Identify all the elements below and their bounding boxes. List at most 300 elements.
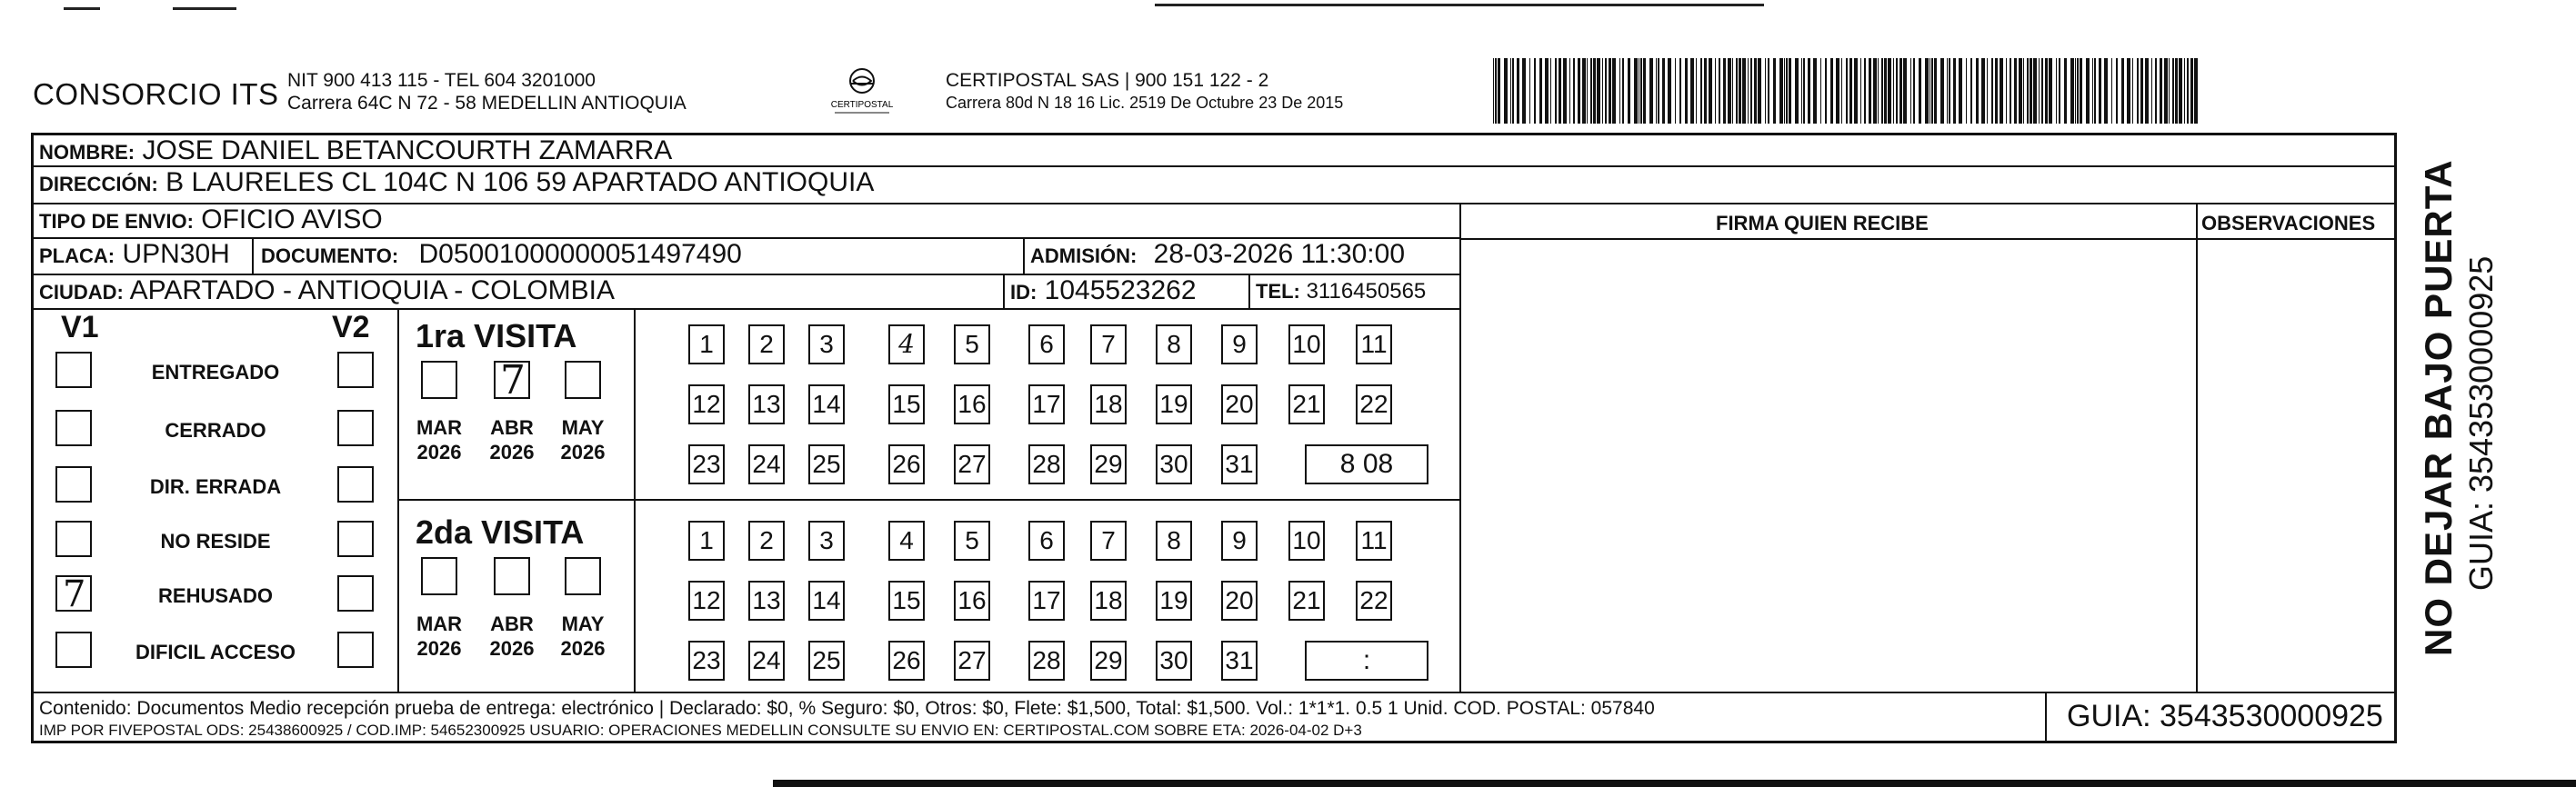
visit2-day-box[interactable]: 28 bbox=[1028, 641, 1065, 681]
barcode-bar bbox=[2000, 58, 2003, 124]
documento-label: DOCUMENTO: bbox=[261, 244, 399, 267]
barcode-bar bbox=[2006, 58, 2007, 124]
barcode-bar bbox=[1995, 58, 1998, 124]
barcode-bar bbox=[1786, 58, 1788, 124]
barcode-bar bbox=[1825, 58, 1827, 124]
visit2-day-box[interactable]: 12 bbox=[688, 581, 725, 621]
placa-value: UPN30H bbox=[122, 239, 230, 269]
barcode-bar bbox=[2064, 58, 2067, 124]
carrier-license: Carrera 80d N 18 16 Lic. 2519 De Octubre 23 De 2015 bbox=[946, 94, 1344, 112]
barcode-bar bbox=[1884, 58, 1887, 124]
visit2-day-box[interactable]: 1 bbox=[688, 521, 725, 561]
visit1-day-box[interactable]: 24 bbox=[748, 444, 785, 484]
barcode-bar bbox=[1881, 58, 1883, 124]
barcode-bar bbox=[1934, 58, 1937, 124]
barcode-bar bbox=[1609, 58, 1611, 124]
visit1-day-box[interactable]: 5 bbox=[954, 324, 990, 364]
visit2-time-box[interactable]: : bbox=[1305, 641, 1428, 681]
barcode-bar bbox=[1529, 58, 1530, 124]
admision-row bbox=[1030, 239, 1405, 270]
barcode-bar bbox=[1493, 58, 1494, 124]
visit1-month-label: MAY 2026 bbox=[560, 416, 606, 463]
barcode-bar bbox=[1860, 58, 1861, 124]
barcode-bar bbox=[2045, 58, 2048, 124]
barcode-bar bbox=[1893, 58, 1894, 124]
barcode-bar bbox=[1949, 58, 1950, 124]
v2-checkbox[interactable] bbox=[337, 410, 374, 446]
barcode-bar bbox=[1739, 58, 1741, 124]
id-value: 1045523262 bbox=[1044, 275, 1197, 305]
admision-value: 28-03-2026 11:30:00 bbox=[1153, 239, 1406, 269]
barcode-bar bbox=[1619, 58, 1620, 124]
visit2-day-box[interactable]: 19 bbox=[1156, 581, 1192, 621]
visit2-day-box[interactable]: 24 bbox=[748, 641, 785, 681]
visit1-day-box[interactable]: 13 bbox=[748, 384, 785, 424]
placa-label: PLACA: bbox=[39, 244, 115, 267]
visit2-month-checkbox[interactable] bbox=[565, 557, 601, 595]
barcode-bar bbox=[1612, 58, 1616, 124]
barcode-bar bbox=[1522, 58, 1526, 124]
barcode-bar bbox=[1970, 58, 1972, 124]
barcode-bar bbox=[1498, 58, 1500, 124]
observaciones-header: OBSERVACIONES bbox=[2201, 212, 2376, 234]
barcode-bar bbox=[2160, 58, 2162, 124]
barcode-bar bbox=[1742, 58, 1746, 124]
barcode-bar bbox=[1704, 58, 1707, 124]
scan-line bbox=[1155, 4, 1764, 6]
barcode-bar bbox=[1931, 58, 1933, 124]
visit1-day-box[interactable]: 4 bbox=[888, 324, 925, 364]
visit2-day-box[interactable]: 21 bbox=[1288, 581, 1325, 621]
barcode-bar bbox=[1593, 58, 1596, 124]
placa-row bbox=[39, 239, 230, 270]
visit1-month-checkbox[interactable] bbox=[565, 361, 601, 399]
visit1-day-box[interactable]: 26 bbox=[888, 444, 925, 484]
visit2-day-box[interactable]: 22 bbox=[1356, 581, 1392, 621]
footer-content: Contenido: Documentos Medio recepción prueba de entrega: electrónico | Declarado: $0, % Seguro: $0, Otros: $0, Flete: $1,500, Total: $1,500. Vol.: 1*1*1. 0.5 1 Unid. COD. POSTAL: 057840 bbox=[39, 698, 1655, 719]
barcode-bar bbox=[1953, 58, 1956, 124]
company-address: Carrera 64C N 72 - 58 MEDELLIN ANTIOQUIA bbox=[287, 93, 687, 114]
status-label: DIR. ERRADA bbox=[149, 475, 282, 498]
barcode-bar bbox=[1587, 58, 1588, 124]
barcode-bar bbox=[1878, 58, 1879, 124]
visit1-day-box[interactable]: 20 bbox=[1221, 384, 1258, 424]
barcode-bar bbox=[1512, 58, 1514, 124]
visit1-month-checkbox[interactable] bbox=[421, 361, 457, 399]
v1-checkbox[interactable] bbox=[55, 410, 92, 446]
visit1-day-box[interactable]: 15 bbox=[888, 384, 925, 424]
barcode-bar bbox=[1656, 58, 1657, 124]
visit2-day-box[interactable]: 31 bbox=[1221, 641, 1258, 681]
visit2-month-checkbox[interactable] bbox=[494, 557, 530, 595]
footer-print-info: IMP POR FIVEPOSTAL ODS: 25438600925 / COD.IMP: 54652300925 USUARIO: OPERACIONES MEDELLIN CONSULTE SU ENVIO EN: CERTIPOSTAL.COM SOBRE ETA: 2026-04-02 D+3 bbox=[39, 722, 1362, 739]
visit1-day-box[interactable]: 11 bbox=[1356, 324, 1392, 364]
visit2-day-box[interactable]: 16 bbox=[954, 581, 990, 621]
visit1-day-box[interactable]: 22 bbox=[1356, 384, 1392, 424]
barcode-bar bbox=[1981, 58, 1985, 124]
tel-value: 3116450565 bbox=[1306, 279, 1427, 304]
barcode-bar bbox=[2094, 58, 2096, 124]
barcode-bar bbox=[1517, 58, 1519, 124]
barcode-bar bbox=[1563, 58, 1567, 124]
status-label: ENTREGADO bbox=[151, 361, 280, 384]
status-label: REHUSADO bbox=[158, 584, 273, 607]
visit2-month-checkbox[interactable] bbox=[421, 557, 457, 595]
visit2-day-box[interactable]: 4 bbox=[888, 521, 925, 561]
visit2-day-box[interactable]: 5 bbox=[954, 521, 990, 561]
tel-label: TEL: bbox=[1256, 280, 1300, 303]
barcode-bar bbox=[1700, 58, 1702, 124]
visit1-day-box[interactable]: 8 bbox=[1156, 324, 1192, 364]
visit2-day-box[interactable]: 25 bbox=[808, 641, 845, 681]
v1-checkbox[interactable] bbox=[55, 352, 92, 388]
visit1-month-checkbox[interactable] bbox=[494, 361, 530, 399]
carrier-nit: CERTIPOSTAL SAS | 900 151 122 - 2 bbox=[946, 70, 1269, 91]
visit2-day-box[interactable]: 2 bbox=[748, 521, 785, 561]
logo-text: CERTIPOSTAL bbox=[830, 100, 894, 110]
visit1-day-box[interactable]: 7 bbox=[1090, 324, 1127, 364]
barcode-bar bbox=[1991, 58, 1993, 124]
barcode-bar bbox=[2033, 58, 2037, 124]
barcode-bar bbox=[1495, 58, 1497, 124]
side-guia: GUIA: 3543530000925 bbox=[2462, 255, 2500, 591]
barcode-bar bbox=[1966, 58, 1967, 124]
barcode-bar bbox=[1947, 58, 1948, 124]
barcode-bar bbox=[1668, 58, 1671, 124]
barcode-bar bbox=[1597, 58, 1600, 124]
id-row bbox=[1010, 275, 1197, 306]
barcode-bar bbox=[1808, 58, 1810, 124]
visit2-month-label: MAY 2026 bbox=[560, 613, 606, 660]
barcode-bar bbox=[2086, 58, 2090, 124]
recipient-address: B LAURELES CL 104C N 106 59 APARTADO ANTIOQUIA bbox=[165, 167, 875, 197]
barcode-bar bbox=[2070, 58, 2074, 124]
barcode-bar bbox=[1768, 58, 1769, 124]
visit2-day-box[interactable]: 30 bbox=[1156, 641, 1192, 681]
barcode-bar bbox=[1658, 58, 1659, 124]
v1-checkbox[interactable] bbox=[55, 575, 92, 612]
barcode-bar bbox=[2041, 58, 2043, 124]
visit2-day-box[interactable]: 26 bbox=[888, 641, 925, 681]
barcode-bar bbox=[1685, 58, 1688, 124]
barcode-bar bbox=[1643, 58, 1646, 124]
barcode-bar bbox=[1896, 58, 1898, 124]
address-row bbox=[39, 167, 874, 198]
scan-line bbox=[773, 780, 2576, 787]
barcode-bar bbox=[2132, 58, 2133, 124]
barcode-bar bbox=[1846, 58, 1848, 124]
visit1-day-box[interactable]: 9 bbox=[1221, 324, 1258, 364]
scan-line bbox=[64, 7, 100, 10]
visit1-month-label: MAR 2026 bbox=[416, 416, 463, 463]
barcode-bar bbox=[1640, 58, 1642, 124]
delivery-form bbox=[31, 133, 2397, 743]
barcode-bar bbox=[1748, 58, 1749, 124]
barcode-bar bbox=[1679, 58, 1681, 124]
visit2-day-box[interactable]: 14 bbox=[808, 581, 845, 621]
barcode-bar bbox=[1913, 58, 1915, 124]
barcode-bar bbox=[1696, 58, 1697, 124]
barcode-bar bbox=[1539, 58, 1542, 124]
barcode-bar bbox=[1719, 58, 1720, 124]
barcode-bar bbox=[1510, 58, 1511, 124]
barcode-bar bbox=[2151, 58, 2152, 124]
visit1-day-box[interactable]: 23 bbox=[688, 444, 725, 484]
barcode-bar bbox=[1773, 58, 1776, 124]
visit1-time-box[interactable]: 8 08 bbox=[1305, 444, 1428, 484]
barcode-bar bbox=[1605, 58, 1607, 124]
barcode-bar bbox=[1634, 58, 1638, 124]
status-label: NO RESIDE bbox=[160, 530, 271, 553]
barcode-bar bbox=[1854, 58, 1858, 124]
visit1-month-label: ABR 2026 bbox=[489, 416, 535, 463]
barcode-bar bbox=[2137, 58, 2139, 124]
barcode-bar bbox=[1765, 58, 1766, 124]
barcode-bar bbox=[1590, 58, 1592, 124]
barcode-bar bbox=[1578, 58, 1580, 124]
barcode-bar bbox=[1550, 58, 1551, 124]
ciudad-label: CIUDAD: bbox=[39, 281, 124, 304]
barcode-bar bbox=[2121, 58, 2124, 124]
visit1-day-box[interactable]: 3 bbox=[808, 324, 845, 364]
barcode-bar bbox=[1582, 58, 1586, 124]
v2-checkbox[interactable] bbox=[337, 352, 374, 388]
barcode-bar bbox=[1569, 58, 1570, 124]
barcode-bar bbox=[2127, 58, 2130, 124]
barcode-bar bbox=[1754, 58, 1757, 124]
barcode-bar bbox=[2140, 58, 2143, 124]
barcode-bar bbox=[2169, 58, 2170, 124]
tipo-row bbox=[39, 204, 383, 235]
barcode-bar bbox=[1813, 58, 1817, 124]
barcode-bar bbox=[1758, 58, 1761, 124]
barcode-bar bbox=[1784, 58, 1785, 124]
barcode-bar bbox=[2027, 58, 2029, 124]
visit1-day-box[interactable]: 6 bbox=[1028, 324, 1065, 364]
barcode-bar bbox=[1929, 58, 1930, 124]
visit1-day-box[interactable]: 25 bbox=[808, 444, 845, 484]
barcode-bar bbox=[1628, 58, 1630, 124]
footer-guia: GUIA: 3543530000925 bbox=[2067, 699, 2383, 733]
address-label: DIRECCIÓN: bbox=[39, 173, 158, 195]
v1-checkbox[interactable] bbox=[55, 632, 92, 668]
visit2-month-label: MAR 2026 bbox=[416, 613, 463, 660]
barcode-bar bbox=[1849, 58, 1852, 124]
v2-checkbox[interactable] bbox=[337, 466, 374, 503]
barcode-bar bbox=[1925, 58, 1929, 124]
admision-label: ADMISIÓN: bbox=[1030, 244, 1138, 267]
visit1-day-box[interactable]: 21 bbox=[1288, 384, 1325, 424]
company-info bbox=[287, 69, 687, 115]
barcode-bar bbox=[1675, 58, 1676, 124]
barcode-bar bbox=[1690, 58, 1694, 124]
barcode-bar bbox=[2145, 58, 2149, 124]
visit2-day-box[interactable]: 23 bbox=[688, 641, 725, 681]
visit2-day-box[interactable]: 9 bbox=[1221, 521, 1258, 561]
status-label: CERRADO bbox=[165, 419, 266, 442]
certipostal-logo bbox=[818, 65, 906, 118]
barcode-bar bbox=[2190, 58, 2193, 124]
visit1-day-box[interactable]: 18 bbox=[1090, 384, 1127, 424]
visit2-day-box[interactable]: 20 bbox=[1221, 581, 1258, 621]
barcode-bar bbox=[2187, 58, 2189, 124]
barcode-bar bbox=[2059, 58, 2060, 124]
barcode-bar bbox=[1504, 58, 1508, 124]
barcode-bar bbox=[2175, 58, 2178, 124]
visit2-day-box[interactable]: 11 bbox=[1356, 521, 1392, 561]
visit1-day-box[interactable]: 17 bbox=[1028, 384, 1065, 424]
visit1-day-box[interactable]: 29 bbox=[1090, 444, 1127, 484]
visit2-day-box[interactable]: 29 bbox=[1090, 641, 1127, 681]
visit1-day-box[interactable]: 27 bbox=[954, 444, 990, 484]
barcode-bar bbox=[2014, 58, 2017, 124]
barcode-bar bbox=[1789, 58, 1791, 124]
barcode-bar bbox=[1709, 58, 1712, 124]
visit2-day-box[interactable]: 3 bbox=[808, 521, 845, 561]
barcode-bar bbox=[2049, 58, 2052, 124]
barcode-bar bbox=[2023, 58, 2024, 124]
barcode-bar bbox=[2184, 58, 2185, 124]
visit2-title: 2da VISITA bbox=[416, 513, 585, 551]
visit1-day-box[interactable]: 19 bbox=[1156, 384, 1192, 424]
barcode-bar bbox=[1940, 58, 1944, 124]
barcode-bar bbox=[1820, 58, 1821, 124]
barcode-bar bbox=[2092, 58, 2093, 124]
barcode-bar bbox=[2080, 58, 2082, 124]
visit1-day-box[interactable]: 28 bbox=[1028, 444, 1065, 484]
name-row bbox=[39, 135, 672, 166]
barcode-bar bbox=[1545, 58, 1549, 124]
visit2-day-box[interactable]: 18 bbox=[1090, 581, 1127, 621]
brand-name: CONSORCIO ITS bbox=[33, 77, 279, 111]
barcode-bar bbox=[2077, 58, 2079, 124]
side-warning: NO DEJAR BAJO PUERTA bbox=[2417, 159, 2460, 656]
barcode-bar bbox=[1728, 58, 1731, 124]
visit2-day-box[interactable]: 8 bbox=[1156, 521, 1192, 561]
barcode-bar bbox=[2194, 58, 2198, 124]
barcode-bar bbox=[2075, 58, 2076, 124]
v1-checkbox[interactable] bbox=[55, 466, 92, 503]
firma-header: FIRMA QUIEN RECIBE bbox=[1716, 212, 1929, 234]
barcode-bar bbox=[1959, 58, 1962, 124]
barcode-bar bbox=[1795, 58, 1799, 124]
barcode-bar bbox=[1662, 58, 1665, 124]
barcode-bar bbox=[1888, 58, 1891, 124]
barcode-bar bbox=[1555, 58, 1557, 124]
visit2-day-box[interactable]: 10 bbox=[1288, 521, 1325, 561]
tipo-envio: OFICIO AVISO bbox=[201, 204, 383, 234]
visit1-day-box[interactable]: 2 bbox=[748, 324, 785, 364]
barcode-bar bbox=[2179, 58, 2182, 124]
barcode-bar bbox=[1622, 58, 1624, 124]
name-label: NOMBRE: bbox=[39, 141, 135, 164]
visit1-day-box[interactable]: 1 bbox=[688, 324, 725, 364]
barcode-bar bbox=[1836, 58, 1839, 124]
barcode-bar bbox=[1779, 58, 1783, 124]
barcode-bar bbox=[1869, 58, 1871, 124]
barcode-bar bbox=[1864, 58, 1866, 124]
documento-value: D05001000000051497490 bbox=[418, 239, 742, 269]
company-nit: NIT 900 413 115 - TEL 604 3201000 bbox=[287, 70, 596, 91]
tel-row bbox=[1256, 279, 1426, 304]
v2-checkbox[interactable] bbox=[337, 575, 374, 612]
barcode-bar bbox=[2172, 58, 2174, 124]
visit2-day-box[interactable]: 6 bbox=[1028, 521, 1065, 561]
barcode-bar bbox=[2039, 58, 2040, 124]
barcode-bar bbox=[1602, 58, 1603, 124]
documento-row bbox=[261, 239, 742, 270]
barcode-bar bbox=[2010, 58, 2011, 124]
ciudad-value: APARTADO - ANTIOQUIA - COLOMBIA bbox=[129, 275, 616, 305]
v2-header: V2 bbox=[332, 310, 370, 344]
visit1-title: 1ra VISITA bbox=[416, 317, 577, 354]
visit1-day-box[interactable]: 31 bbox=[1221, 444, 1258, 484]
barcode-bar bbox=[1649, 58, 1653, 124]
barcode-bar bbox=[1910, 58, 1911, 124]
barcode-bar bbox=[2056, 58, 2057, 124]
barcode-bar bbox=[2099, 58, 2101, 124]
barcode-bar bbox=[2155, 58, 2157, 124]
visit1-day-box[interactable]: 30 bbox=[1156, 444, 1192, 484]
barcode-bar bbox=[1873, 58, 1877, 124]
barcode-bar bbox=[1803, 58, 1805, 124]
barcode-bar bbox=[1830, 58, 1833, 124]
visit2-month-label: ABR 2026 bbox=[489, 613, 535, 660]
barcode-bar bbox=[1919, 58, 1921, 124]
visit1-day-box[interactable]: 12 bbox=[688, 384, 725, 424]
v1-checkbox[interactable] bbox=[55, 521, 92, 557]
visit1-day-box[interactable]: 16 bbox=[954, 384, 990, 424]
barcode-bar bbox=[2030, 58, 2032, 124]
barcode-bar bbox=[1534, 58, 1536, 124]
v2-checkbox[interactable] bbox=[337, 632, 374, 668]
visit2-day-box[interactable]: 17 bbox=[1028, 581, 1065, 621]
barcode-bar bbox=[1715, 58, 1716, 124]
barcode-bar bbox=[1987, 58, 1988, 124]
v1-header: V1 bbox=[61, 310, 99, 344]
barcode-bar bbox=[2111, 58, 2112, 124]
visit1-day-box[interactable]: 10 bbox=[1288, 324, 1325, 364]
tipo-label: TIPO DE ENVIO: bbox=[39, 210, 194, 233]
barcode-bar bbox=[1723, 58, 1726, 124]
carrier-info bbox=[946, 69, 1343, 115]
visit2-day-box[interactable]: 27 bbox=[954, 641, 990, 681]
visit2-day-box[interactable]: 15 bbox=[888, 581, 925, 621]
barcode-bar bbox=[1976, 58, 1979, 124]
barcode-bar bbox=[1559, 58, 1561, 124]
barcode-bar bbox=[1750, 58, 1752, 124]
barcode-bar bbox=[2116, 58, 2118, 124]
barcode-bar bbox=[2019, 58, 2022, 124]
barcode-bar bbox=[1899, 58, 1902, 124]
v2-checkbox[interactable] bbox=[337, 521, 374, 557]
visit2-day-box[interactable]: 13 bbox=[748, 581, 785, 621]
barcode-bar bbox=[2164, 58, 2168, 124]
barcode-bar bbox=[1903, 58, 1907, 124]
barcode-bar bbox=[1732, 58, 1733, 124]
status-label: DIFICIL ACCESO bbox=[135, 641, 296, 663]
visit2-day-box[interactable]: 7 bbox=[1090, 521, 1127, 561]
barcode-bar bbox=[1841, 58, 1842, 124]
barcode-bar bbox=[1736, 58, 1738, 124]
id-label: ID: bbox=[1010, 281, 1037, 304]
recipient-name: JOSE DANIEL BETANCOURTH ZAMARRA bbox=[142, 135, 673, 165]
barcode-bar bbox=[2104, 58, 2108, 124]
visit1-day-box[interactable]: 14 bbox=[808, 384, 845, 424]
ciudad-row bbox=[39, 275, 615, 306]
scan-line bbox=[173, 7, 236, 10]
barcode bbox=[1493, 58, 2202, 124]
